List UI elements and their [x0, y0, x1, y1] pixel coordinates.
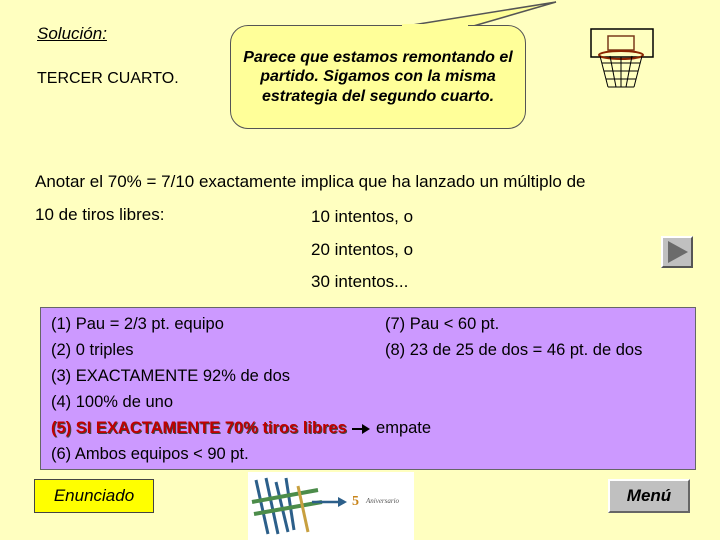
menu-button[interactable]: [608, 479, 690, 513]
explanation-line-1: Anotar el 70% = 7/10 exactamente implica que ha lanzado un múltiplo de: [35, 172, 586, 191]
anniversary-logo: [248, 472, 414, 540]
explanation-line-2: 10 de tiros libres:: [35, 205, 165, 224]
condition-item-highlighted: [51, 419, 431, 438]
right-arrow-icon: [351, 423, 371, 435]
enunciado-button-label: Enunciado: [53, 486, 135, 505]
play-triangle-icon: [663, 238, 691, 266]
condition-item: (7) Pau < 60 pt.: [385, 315, 500, 333]
condition-item: (8) 23 de 25 de dos = 46 pt. de dos: [385, 341, 643, 359]
quarter-label: TERCER CUARTO.: [37, 70, 179, 87]
logo-number: 5: [352, 494, 359, 509]
page-title: Solución:: [37, 24, 107, 43]
next-slide-button[interactable]: [661, 236, 693, 268]
condition-item: (3) EXACTAMENTE 92% de dos: [51, 367, 291, 385]
condition-item: (6) Ambos equipos < 90 pt.: [51, 445, 249, 463]
condition-result: empate: [376, 419, 432, 437]
condition-item: (2) 0 triples: [51, 341, 134, 359]
attempt-option: 10 intentos, o: [311, 207, 414, 226]
menu-button-label: Menú: [626, 486, 672, 505]
speech-bubble-text: Parece que estamos remontando el partido. Sigamos con la misma estrategia del segundo cuarto.: [243, 48, 513, 105]
logo-text: Aniversario: [366, 497, 400, 505]
condition-highlight-text: (5) SI EXACTAMENTE 70% tiros libres: [51, 419, 347, 437]
condition-item: (4) 100% de uno: [51, 393, 174, 411]
attempt-option: 20 intentos, o: [311, 240, 414, 259]
condition-item: (1) Pau = 2/3 pt. equipo: [51, 315, 224, 333]
enunciado-button[interactable]: [34, 479, 154, 513]
attempt-option: 30 intentos...: [311, 272, 409, 291]
conditions-box: [40, 307, 696, 470]
basketball-hoop-icon: [588, 27, 656, 95]
